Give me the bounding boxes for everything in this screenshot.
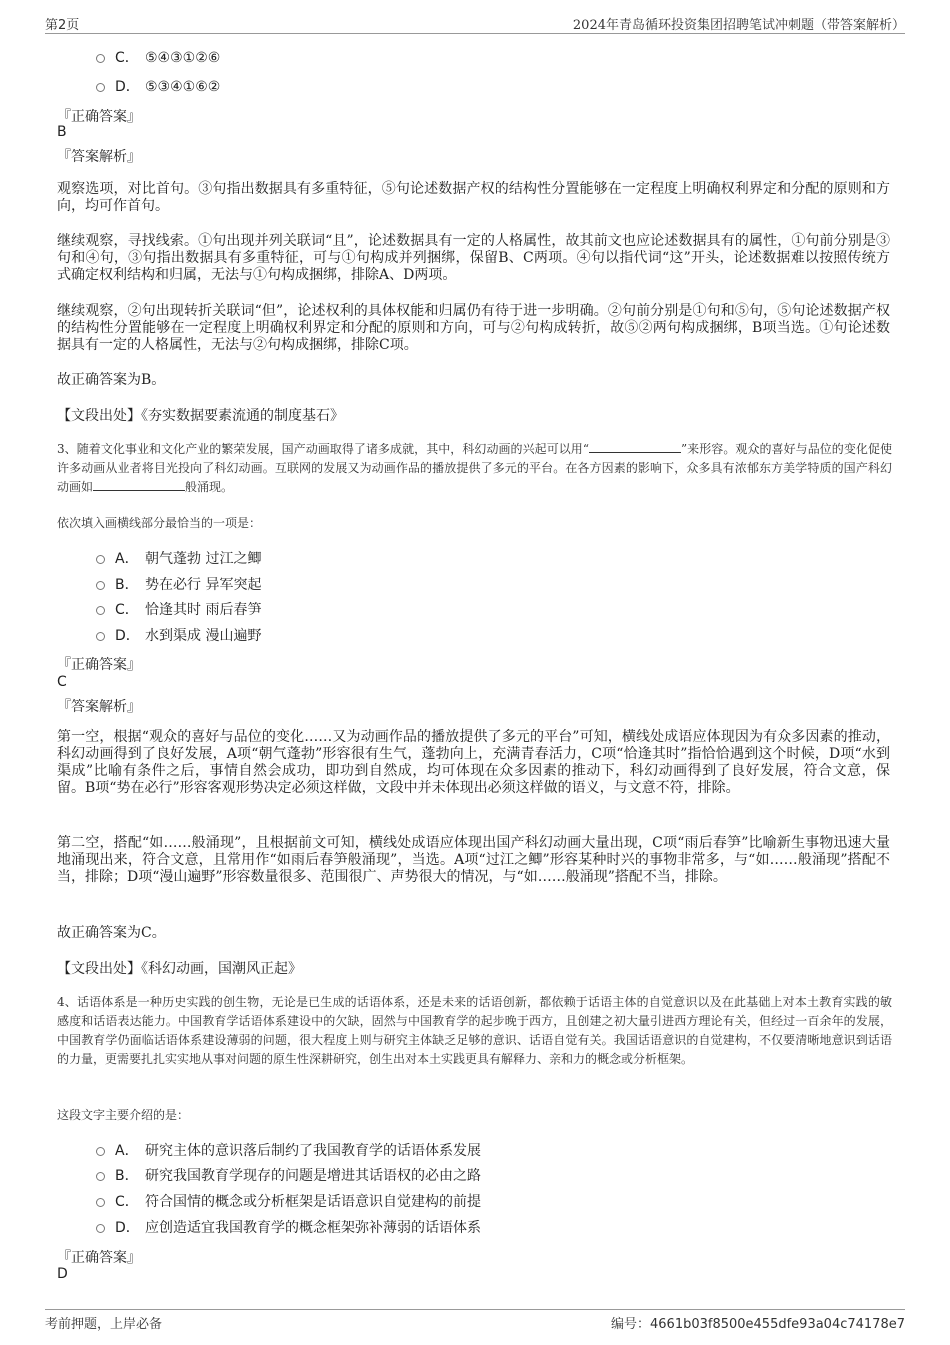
q3-source: 【文段出处】《科幻动画，国潮风正起》 <box>57 961 302 977</box>
q4-option-c[interactable]: C． 符合国情的概念或分析框架是话语意识自觉建构的前提 <box>96 1193 481 1211</box>
q3-answer: C <box>57 674 67 690</box>
q2-source: 【文段出处】《夯实数据要素流通的制度基石》 <box>57 408 344 424</box>
footer-slogan: 考前押题，上岸必备 <box>45 1317 163 1332</box>
document-title: 2024年青岛循环投资集团招聘笔试冲刺题（带答案解析） <box>572 18 905 33</box>
page-header <box>45 14 905 34</box>
q2-analysis-paragraph: 继续观察，寻找线索。①句出现并列关联词“且”，论述数据具有一定的人格属性，故其前文也应论述数据具有的属性，①句前分别是③句和④句，③句指出数据具有多重特征，可与①句构成并列捆绑，保留B、C两项。④句以指代词“这”开头，论述数据难以按照传统方式确定权利结构和归属，无法与①句构成捆绑，排除A、D两项。 <box>57 233 890 283</box>
q2-conclusion: 故正确答案为B。 <box>57 372 166 388</box>
radio-icon[interactable] <box>96 83 105 92</box>
q3-option-a[interactable]: A． 朝气蓬勃 过江之鲫 <box>96 550 261 568</box>
footer-code: 编号：4661b03f8500e455dfe93a04c74178e7 <box>610 1317 905 1332</box>
q4-option-a[interactable]: A． 研究主体的意识落后制约了我国教育学的话语体系发展 <box>96 1142 481 1160</box>
q3-option-c[interactable]: C． 恰逢其时 雨后春笋 <box>96 601 261 619</box>
radio-icon[interactable] <box>96 555 105 564</box>
q2-option-c[interactable]: C． ⑤④③①②⑥ <box>96 49 220 67</box>
q2-analysis-paragraph: 观察选项，对比首句。③句指出数据具有多重特征，⑤句论述数据产权的结构性分置能够在一定程度上明确权利界定和分配的原则和方向，均可作首句。 <box>57 181 890 214</box>
page-number: 第2页 <box>45 18 80 33</box>
radio-icon[interactable] <box>96 606 105 615</box>
q3-analysis-paragraph: 第一空，根据“观众的喜好与品位的变化……又为动画作品的播放提供了多元的平台”可知，横线处成语应体现因为有众多因素的推动，科幻动画得到了良好发展，A项“朝气蓬勃”形容很有生气，蓬勃向上，充满青春活力，C项“恰逢其时”指恰恰遇到这个时候，D项“水到渠成”比喻有条件之后，事情自然会成功，即功到自然成，均可体现在众多因素的推动下，科幻动画得到了良好发展，符合文意，保留。B项“势在必行”形容客观形势决定必须这样做，文段中并未体现出必须这样做的语义，与文意不符，排除。 <box>57 729 890 796</box>
q3-analysis-paragraph: 第二空，搭配“如……般涌现”，且根据前文可知，横线处成语应体现出国产科幻动画大量出现，C项“雨后春笋”比喻新生事物迅速大量地涌现出来，符合文意，且常用作“如雨后春笋般涌现”，当选。A项“过江之鲫”形容某种时兴的事物非常多，与“如……般涌现”搭配不当，排除；D项“漫山遍野”形容数量很多、范围很广、声势很大的情况，与“如……般涌现”搭配不当，排除。 <box>57 835 890 885</box>
q3-stem: 3、随着文化事业和文化产业的繁荣发展，国产动画取得了诸多成就，其中，科幻动画的兴起可以用“ ”来形容。观众的喜好与品位的变化促使许多动画从业者将目光投向了科幻动画。互联网的发展又为动画作品的播放提供了多元的平台。在各方因素的影响下，众多具有浓郁东方美学特质的国产科幻动画如 般涌现。 <box>57 442 892 494</box>
q2-option-d[interactable]: D． ⑤③④①⑥② <box>96 78 220 96</box>
radio-icon[interactable] <box>96 1172 105 1181</box>
q3-analysis-label: 『答案解析』 <box>57 699 141 715</box>
radio-icon[interactable] <box>96 1198 105 1207</box>
q4-stem: 4、话语体系是一种历史实践的创生物，无论是已生成的话语体系，还是未来的话语创新，都依赖于话语主体的自觉意识以及在此基础上对本土教育实践的敏感度和话语表达能力。中国教育学话语体系建设中的欠缺，固然与中国教育学的起步晚于西方，且创建之初大量引进西方理论有关，但经过一百余年的发展，中国教育学仍面临话语体系建设薄弱的问题，很大程度上则与研究主体缺乏足够的意识、话语自觉有关。我国话语意识的自觉建构，不仅要清晰地意识到话语的力量，更需要扎扎实实地从事对问题的原生性深耕研究，创生出对本土实践更具有解释力、亲和力的概念或分析框架。 <box>57 995 892 1066</box>
fill-blank-2[interactable] <box>93 478 185 491</box>
q4-answer: D <box>57 1266 68 1282</box>
q4-prompt: 这段文字主要介绍的是： <box>57 1108 190 1122</box>
footer-rule <box>45 1309 905 1310</box>
q4-option-b[interactable]: B． 研究我国教育学现存的问题是增进其话语权的必由之路 <box>96 1167 481 1185</box>
radio-icon[interactable] <box>96 1224 105 1233</box>
fill-blank-1[interactable] <box>589 440 681 453</box>
radio-icon[interactable] <box>96 54 105 63</box>
q2-analysis-label: 『答案解析』 <box>57 149 141 165</box>
radio-icon[interactable] <box>96 1147 105 1156</box>
q2-analysis-paragraph: 继续观察，②句出现转折关联词“但”，论述权利的具体权能和归属仍有待于进一步明确。②句前分别是①句和⑤句，⑤句论述数据产权的结构性分置能够在一定程度上明确权利界定和分配的原则和方向，可与②句构成转折，故⑤②两句构成捆绑，B项当选。①句论述数据具有一定的人格属性，无法与②句构成捆绑，排除C项。 <box>57 303 890 353</box>
q4-option-d[interactable]: D． 应创造适宜我国教育学的概念框架弥补薄弱的话语体系 <box>96 1219 481 1237</box>
q3-option-b[interactable]: B． 势在必行 异军突起 <box>96 576 261 594</box>
q3-option-d[interactable]: D． 水到渠成 漫山遍野 <box>96 627 261 645</box>
radio-icon[interactable] <box>96 632 105 641</box>
q3-answer-label: 『正确答案』 <box>57 657 141 673</box>
page-footer <box>45 1313 905 1333</box>
header-rule <box>45 33 905 34</box>
radio-icon[interactable] <box>96 581 105 590</box>
q3-prompt: 依次填入画横线部分最恰当的一项是： <box>57 516 262 530</box>
q3-conclusion: 故正确答案为C。 <box>57 925 166 941</box>
q2-answer-label: 『正确答案』 <box>57 109 141 125</box>
q2-answer: B <box>57 124 67 140</box>
q4-answer-label: 『正确答案』 <box>57 1250 141 1266</box>
